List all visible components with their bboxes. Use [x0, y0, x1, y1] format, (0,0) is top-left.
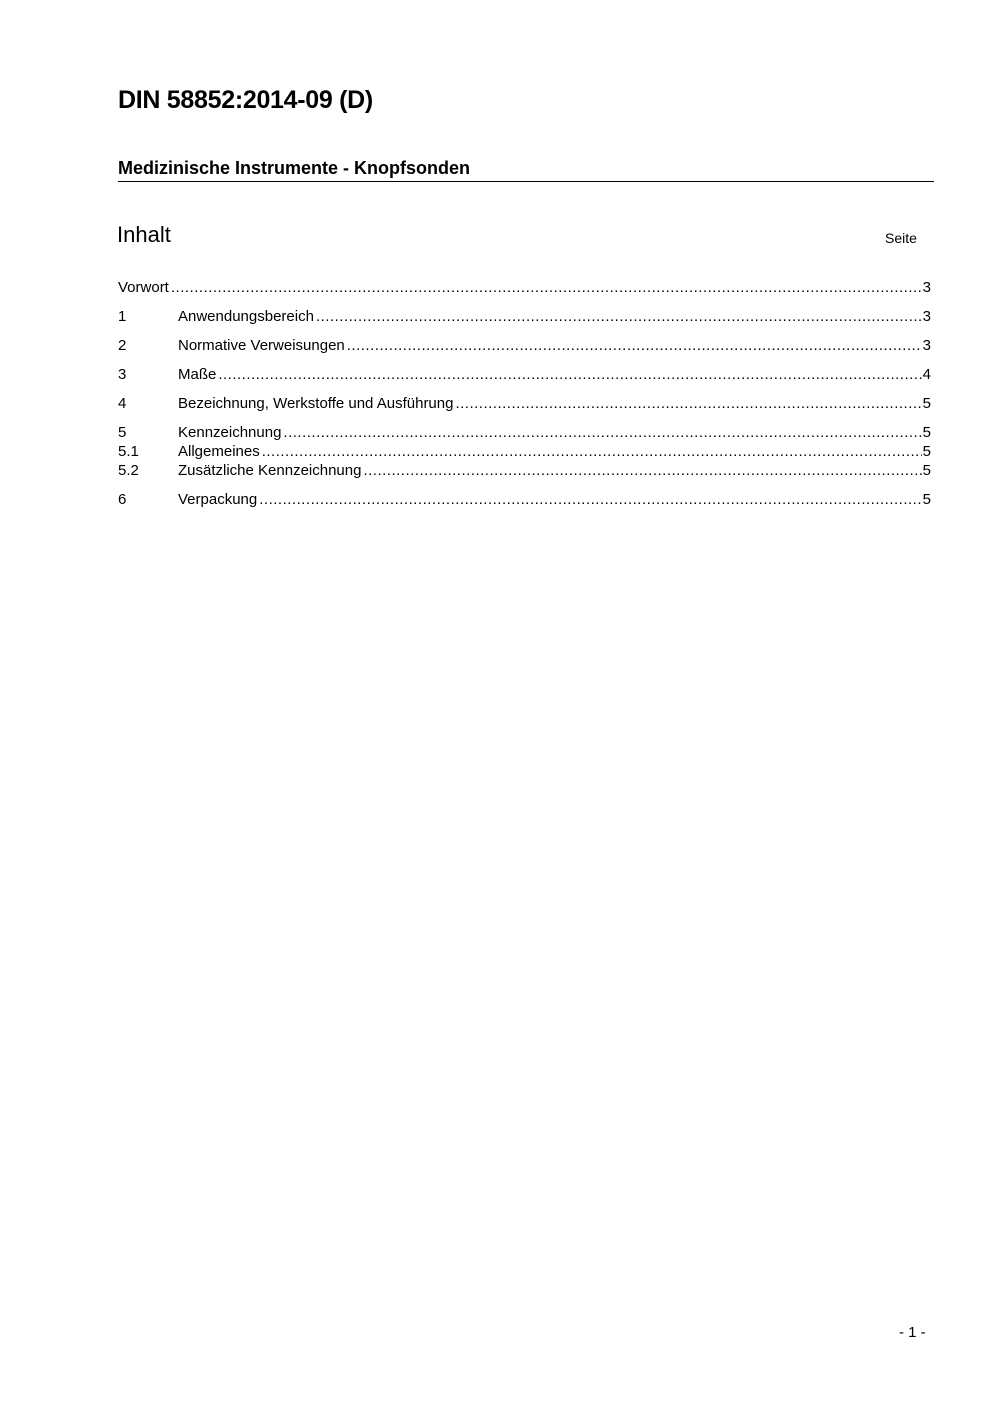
- toc-entry-title: Anwendungsbereich: [178, 308, 314, 325]
- toc-entry-page: 3: [922, 337, 931, 354]
- toc-entry-number: 2: [118, 337, 127, 354]
- toc-entry-number: 5.1: [118, 443, 139, 460]
- toc-entry-number: 5.2: [118, 462, 139, 479]
- page-number: - 1 -: [899, 1324, 926, 1341]
- toc-entry-title: Allgemeines: [178, 443, 260, 460]
- toc-leader-dots: [316, 307, 922, 326]
- toc-entry-number: 3: [118, 366, 127, 383]
- toc-entry-page: 5: [922, 462, 931, 479]
- toc-entry-title: Zusätzliche Kennzeichnung: [178, 462, 362, 479]
- toc-leader-dots: [171, 278, 922, 297]
- toc-leader-dots: [363, 461, 921, 480]
- toc-entry-page: 5: [922, 491, 931, 508]
- toc-leader-dots: [347, 336, 922, 355]
- document-subtitle: Medizinische Instrumente - Knopfsonden: [118, 158, 934, 182]
- toc-entry-page: 5: [922, 443, 931, 460]
- toc-leader-dots: [283, 423, 921, 442]
- toc-entry-page: 3: [922, 308, 931, 325]
- toc-entry-5[interactable]: [118, 423, 931, 442]
- toc-entry-number: 6: [118, 491, 127, 508]
- toc-entry-title: Vorwort: [118, 279, 169, 296]
- toc-entry-2[interactable]: [118, 336, 931, 355]
- toc-leader-dots: [455, 394, 921, 413]
- toc-leader-dots: [259, 490, 921, 509]
- document-title: DIN 58852:2014-09 (D): [118, 86, 373, 114]
- toc-entry-title: Normative Verweisungen: [178, 337, 345, 354]
- toc-entry-title: Kennzeichnung: [178, 424, 282, 441]
- toc-heading: Inhalt: [117, 222, 171, 247]
- toc-entry-title: Bezeichnung, Werkstoffe und Ausführung: [178, 395, 454, 412]
- toc-entry-3[interactable]: [118, 365, 931, 384]
- toc-entry-number: 5: [118, 424, 127, 441]
- toc-entry-4[interactable]: [118, 394, 931, 413]
- toc-entry-vorwort[interactable]: [118, 278, 931, 297]
- toc-entry-page: 4: [922, 366, 931, 383]
- table-of-contents: [118, 278, 931, 509]
- toc-entry-number: 1: [118, 308, 127, 325]
- toc-entry-page: 3: [922, 279, 931, 296]
- toc-entry-5-1[interactable]: [118, 442, 931, 461]
- toc-entry-6[interactable]: [118, 490, 931, 509]
- toc-entry-page: 5: [922, 395, 931, 412]
- toc-leader-dots: [262, 442, 922, 461]
- toc-entry-number: 4: [118, 395, 127, 412]
- toc-entry-1[interactable]: [118, 307, 931, 326]
- toc-page-column-label: Seite: [885, 230, 917, 246]
- toc-entry-title: Maße: [178, 366, 217, 383]
- toc-entry-page: 5: [922, 424, 931, 441]
- toc-leader-dots: [218, 365, 921, 384]
- toc-entry-5-2[interactable]: [118, 461, 931, 480]
- toc-entry-title: Verpackung: [178, 491, 258, 508]
